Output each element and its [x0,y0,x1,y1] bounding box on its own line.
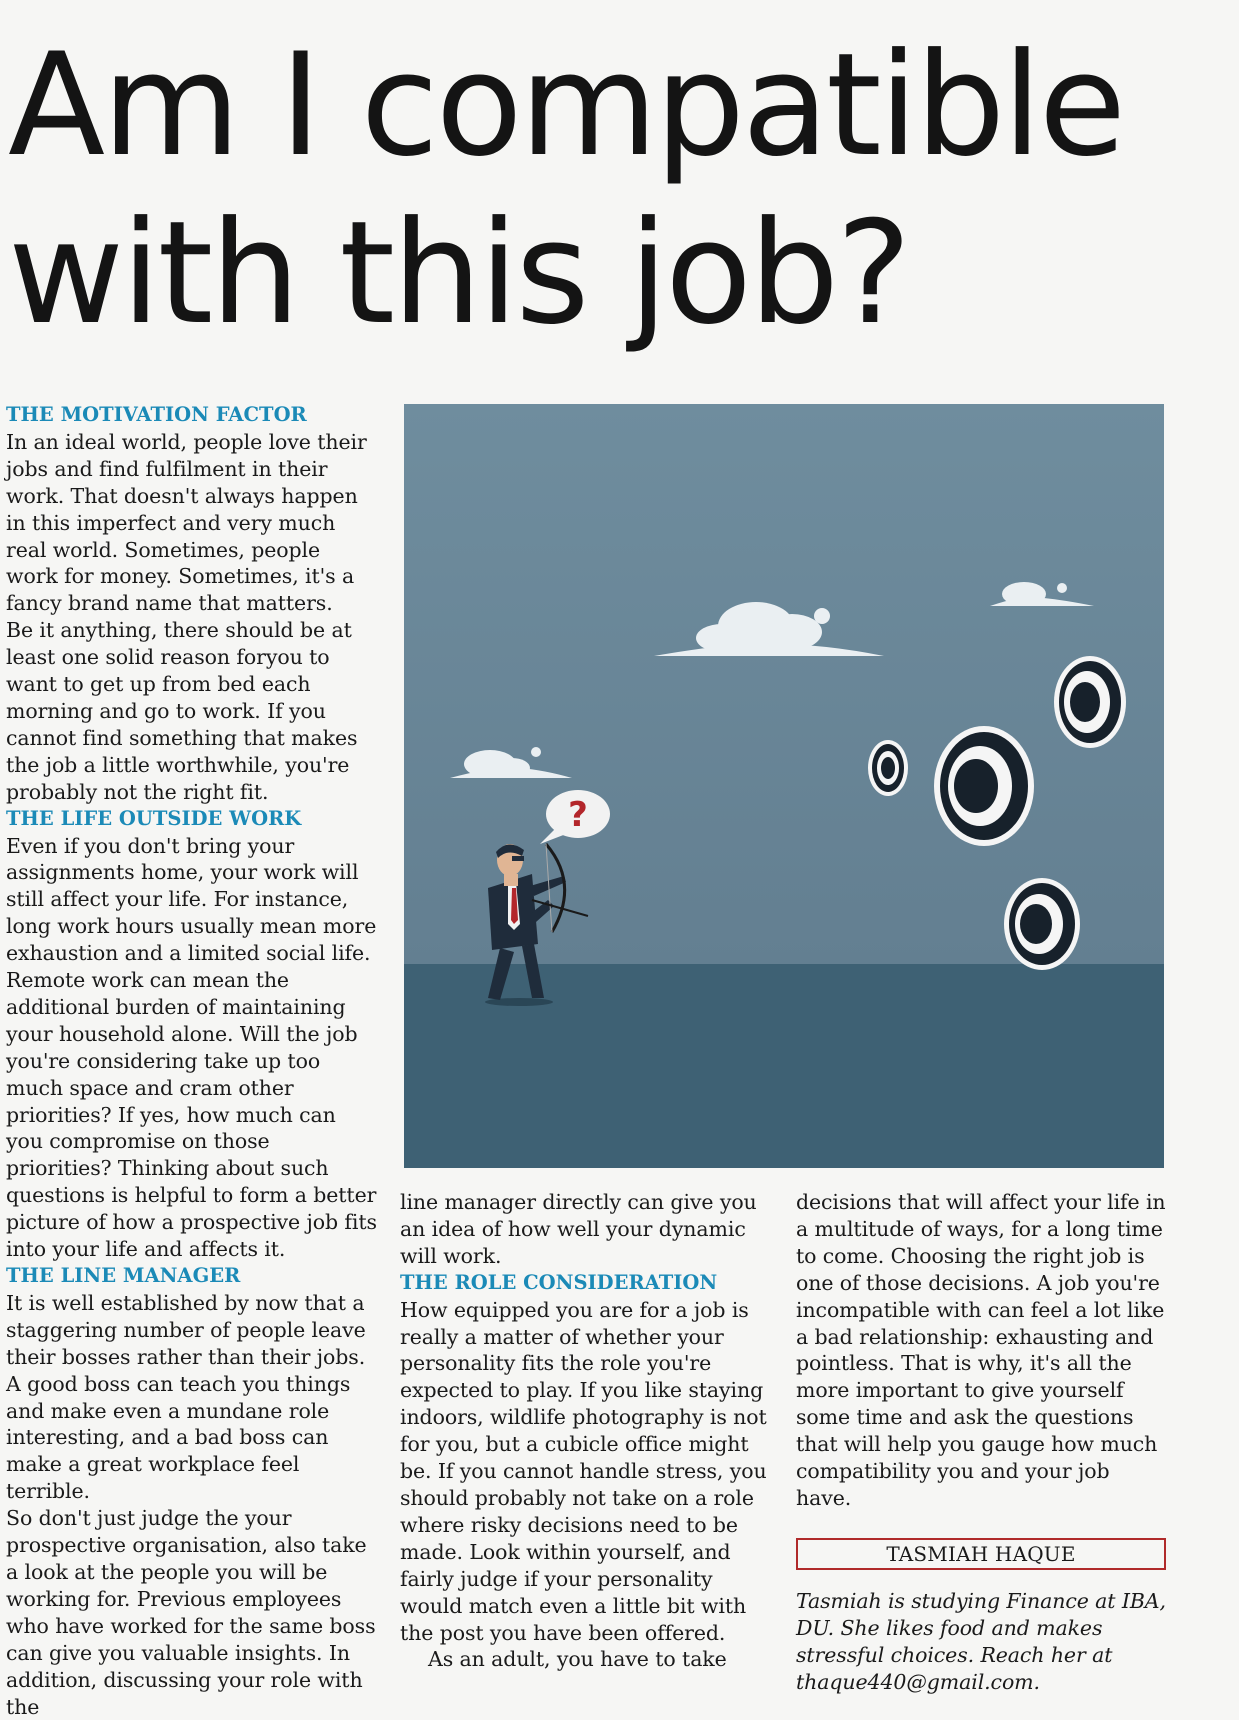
section-heading-life-outside-work: THE LIFE OUTSIDE WORK [6,806,302,830]
closing-paragraph-start: As an adult, you have to take [428,1647,727,1672]
section-heading-role-consideration: THE ROLE CONSIDERATION [400,1270,718,1294]
motivation-paragraph-1: In an ideal world, people love their jobs and find fulfilment in their work. That doesn't always happen in this imperfect and very much real world. Sometimes, people work for money. Sometimes, it's a fancy brand name that matters. [6,429,367,616]
line-manager-paragraph-2b: line manager directly can give you an idea of how well your dynamic will work. [400,1190,757,1268]
line-manager-paragraph-1: It is well established by now that a staggering number of people leave their bosses rather than their jobs. A good boss can teach you things and make even a mundane role interesting, and a bad boss can make a great workplace feel terrible. [6,1290,366,1504]
closing-paragraph-end: decisions that will affect your life in a multitude of ways, for a long time to come. Choosing the right job is one of those decisions. A job you're incompatible with can feel a lot like a bad relationship: exhausting and pointless. That is why, it's all the more important to give yourself some time and ask the questions that will help you gauge how much compatibility you and your job have. [796,1190,1166,1510]
ground-background [404,964,1164,1168]
question-mark-icon: ? [568,795,588,835]
target-icon-large [934,726,1034,846]
life-outside-paragraph: Even if you don't bring your assignments home, your work will still affect your life. For instance, long work hours usually mean more exhaustion and a limited social life. Remote work can mean the additional burden of maintaining your household alone. Will the job you're considering take up too much space and cram other priorities? If yes, how much can you compromise on those priorities? Thinking about such questions is helpful to form a better picture of how a prospective job fits into your life and affects it. [6,833,377,1262]
column-3 [796,1189,1166,1696]
role-paragraph: How equipped you are for a job is really a matter of whether your personality fits the role you're expected to play. If you like staying indoors, wildlife photography is not for you, but a cubicle office might be. If you cannot handle stress, you should probably not take on a role where risky decisions need to be made. Look within yourself, and fairly judge if your personality would match even a little bit with the post you have been offered. [400,1297,767,1645]
motivation-paragraph-2: Be it anything, there should be at least one solid reason foryou to want to get up from bed each morning and go to work. If you cannot find something that makes the job a little worthwhile, you're probably not the right fit. [6,618,358,804]
target-icon-small [868,740,908,796]
column-1 [6,402,378,1720]
section-heading-motivation: THE MOTIVATION FACTOR [6,403,307,426]
target-icon-bottom-right [1004,878,1080,970]
illustration [404,404,1164,1168]
headline: Am I compatible with this job? [8,23,1124,356]
line-manager-paragraph-2a: So don't just judge the your prospective organisation, also take a look at the people you will be working for. Previous employees who have worked for the same boss can give you valuable insights. In addition, discussing your role with the [6,1506,376,1719]
section-heading-line-manager: THE LINE MANAGER [6,1264,241,1287]
author-bio: Tasmiah is studying Finance at IBA, DU. She likes food and makes stressful choices. Reach her at thaque440@gmail.com. [796,1588,1166,1694]
author-byline: TASMIAH HAQUE [796,1538,1166,1570]
column-2 [400,1189,770,1673]
target-icon-top-right [1054,656,1126,748]
